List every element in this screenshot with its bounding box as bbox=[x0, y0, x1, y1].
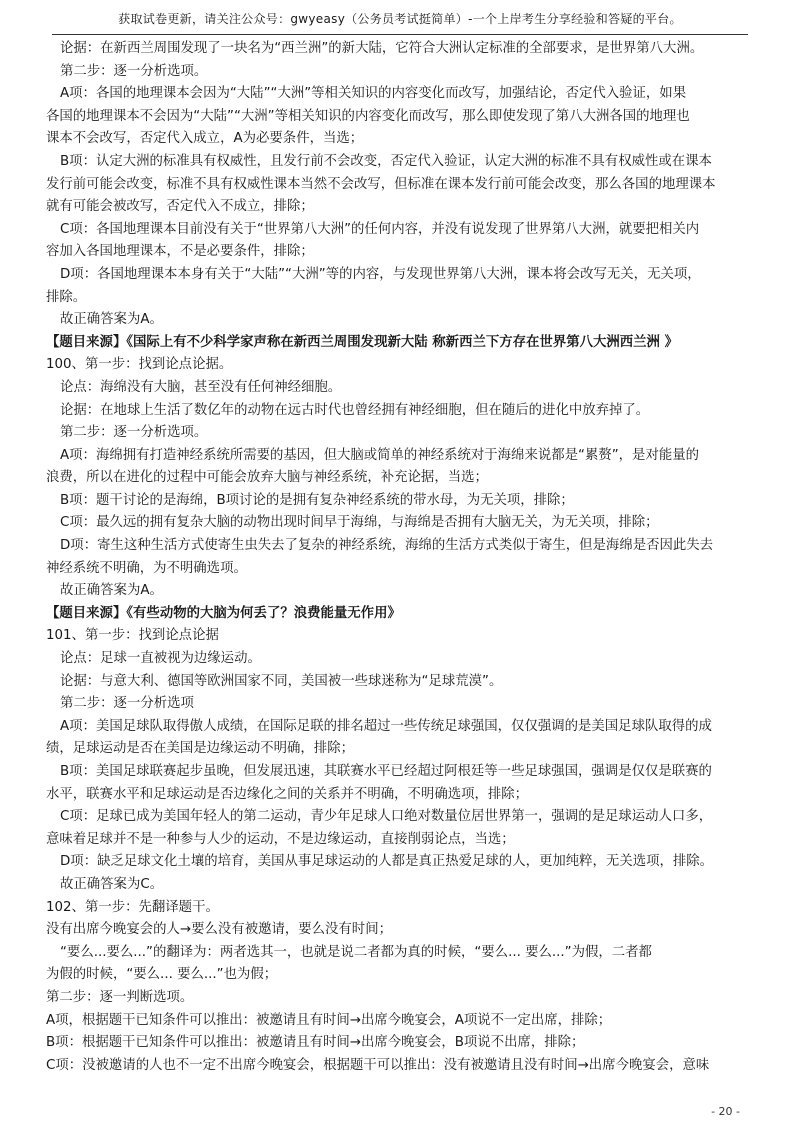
text-line: D项：各国地理课本本身有关于“大陆”“大洲”等的内容，与发现世界第八大洲，课本将会改写无关，无关项， bbox=[60, 266, 701, 282]
text-line: A项：美国足球队取得傲人成绩，在国际足联的排名超过一些传统足球强国，仅仅强调的是美国足球队取得的成 bbox=[60, 718, 712, 734]
text-line: A项：各国的地理课本会因为“大陆”“大洲”等相关知识的内容变化而改写，加强结论，否定代入验证，如果 bbox=[60, 86, 687, 102]
text-line: 发行前可能会改变，标准不具有权威性课本当然不会改写，但标准在课本发行前可能会改变，那么各国的地理课本 bbox=[46, 176, 716, 192]
text-line: A项，根据题干已知条件可以推出：被邀请且有时间→出席今晚宴会，A项说不一定出席，排除； bbox=[46, 1012, 612, 1028]
text-line: C项：各国地理课本目前没有关于“世界第八大洲”的任何内容，并没有说发现了世界第八大洲，就要把相关内 bbox=[60, 221, 700, 237]
text-line: 课本不会改写，否定代入成立，A为必要条件，当选； bbox=[46, 131, 364, 147]
text-line: 故正确答案为A。 bbox=[60, 312, 163, 328]
page-header: 获取试卷更新，请关注公众号：gwyeasy（公务员考试挺简单）-一个上岸考生分享经验和答疑的平台。 bbox=[52, 8, 748, 35]
text-line: 排除。 bbox=[46, 289, 87, 305]
text-line: C项：足球已成为美国年轻人的第二运动，青少年足球人口绝对数量位居世界第一，强调的是足球运动人口多， bbox=[60, 809, 713, 825]
text-line: D项：寄生这种生活方式使寄生虫失去了复杂的神经系统，海绵的生活方式类似于寄生，但是海绵是否因此失去 bbox=[60, 538, 714, 554]
text-line: 故正确答案为A。 bbox=[60, 583, 163, 599]
text-line: B项：根据题干已知条件可以推出：被邀请且有时间→出席今晚宴会，B项说不出席，排除； bbox=[46, 1035, 585, 1051]
text-line: 102、第一步：先翻译题干。 bbox=[46, 899, 219, 915]
text-line: B项：题干讨论的是海绵，B项讨论的是拥有复杂神经系统的带水母，为无关项，排除； bbox=[60, 492, 574, 508]
text-line: 故正确答案为C。 bbox=[60, 876, 164, 892]
text-line: 论据：与意大利、德国等欧洲国家不同，美国被一些球迷称为“足球荒漠”。 bbox=[60, 673, 503, 689]
text-line: 水平，联赛水平和足球运动是否边缘化之间的关系并不明确，不明确选项，排除； bbox=[46, 786, 529, 802]
text-line: 论点：海绵没有大脑，甚至没有任何神经细胞。 bbox=[60, 379, 342, 395]
text-line: A项：海绵拥有打造神经系统所需要的基因，但大脑或简单的神经系统对于海绵来说都是“累赘”，是对能量的 bbox=[60, 447, 699, 463]
text-line: 101、第一步：找到论点论据 bbox=[46, 628, 219, 644]
text-line: B项：美国足球联赛起步虽晚，但发展迅速，其联赛水平已经超过阿根廷等一些足球强国，强调是仅仅是联赛的 bbox=[60, 764, 712, 779]
text-line: “要么...要么...”的翻译为：两者选其一，也就是说二者都为真的时候，“要么... 要么...”为假，二者都 bbox=[60, 944, 652, 960]
text-line: 第二步：逐一分析选项。 bbox=[60, 425, 208, 441]
page-number: - 20 - bbox=[711, 1105, 740, 1118]
text-line: 就有可能会被改写，否定代入不成立，排除； bbox=[46, 199, 314, 215]
text-line: 100、第一步：找到论点论据。 bbox=[46, 357, 233, 373]
text-line: 第二步：逐一分析选项。 bbox=[60, 63, 208, 79]
text-line: 意味着足球并不是一种参与人少的运动，不是边缘运动，直接削弱论点，当选； bbox=[46, 831, 515, 847]
text-line: B项：认定大洲的标准具有权威性，且发行前不会改变，否定代入验证，认定大洲的标准不具有权威性或在课本 bbox=[60, 153, 712, 169]
source-line: 【题目来源】《国际上有不少科学家声称在新西兰周围发现新大陆 称新西兰下方存在世界第八大洲西兰洲 》 bbox=[46, 334, 678, 350]
text-line: 各国的地理课本不会因为“大陆”“大洲”等相关知识的内容变化而改写，那么即使发现了第八大洲各国的地理也 bbox=[46, 108, 690, 124]
text-line: 论据：在新西兰周围发现了一块名为“西兰洲”的新大陆，它符合大洲认定标准的全部要求，是世界第八大洲。 bbox=[60, 41, 704, 56]
text-line: 论据：在地球上生活了数亿年的动物在远古时代也曾经拥有神经细胞，但在随后的进化中放弃掉了。 bbox=[60, 402, 650, 418]
text-line: 第二步：逐一分析选项 bbox=[60, 696, 194, 712]
document-body bbox=[46, 38, 754, 1077]
source-line: 【题目来源】《有些动物的大脑为何丢了？浪费能量无作用》 bbox=[46, 605, 401, 621]
text-line: C项：最久远的拥有复杂大脑的动物出现时间早于海绵，与海绵是否拥有大脑无关，为无关项，排除； bbox=[60, 515, 659, 531]
text-line: 论点：足球一直被视为边缘运动。 bbox=[60, 651, 261, 667]
text-line: 神经系统不明确，为不明确选项。 bbox=[46, 560, 247, 576]
text-line: D项：缺乏足球文化土壤的培育，美国从事足球运动的人都是真正热爱足球的人，更加纯粹，无关选项，排除。 bbox=[60, 854, 714, 870]
text-line: 没有出席今晚宴会的人→要么没有被邀请，要么没有时间； bbox=[46, 922, 392, 938]
text-line: C项：没被邀请的人也不一定不出席今晚宴会，根据题干可以推出：没有被邀请且没有时间→出席今晚宴会，意味 bbox=[46, 1057, 710, 1073]
text-line: 第二步：逐一判断选项。 bbox=[46, 989, 194, 1005]
text-line: 为假的时候，“要么... 要么...”也为假； bbox=[46, 967, 278, 983]
text-line: 容加入各国地理课本，不是必要条件，排除； bbox=[46, 244, 314, 260]
text-line: 浪费，所以在进化的过程中可能会放弃大脑与神经系统，补充论据，当选； bbox=[46, 470, 488, 486]
text-line: 绩，足球运动是否在美国是边缘运动不明确，排除； bbox=[46, 741, 354, 757]
